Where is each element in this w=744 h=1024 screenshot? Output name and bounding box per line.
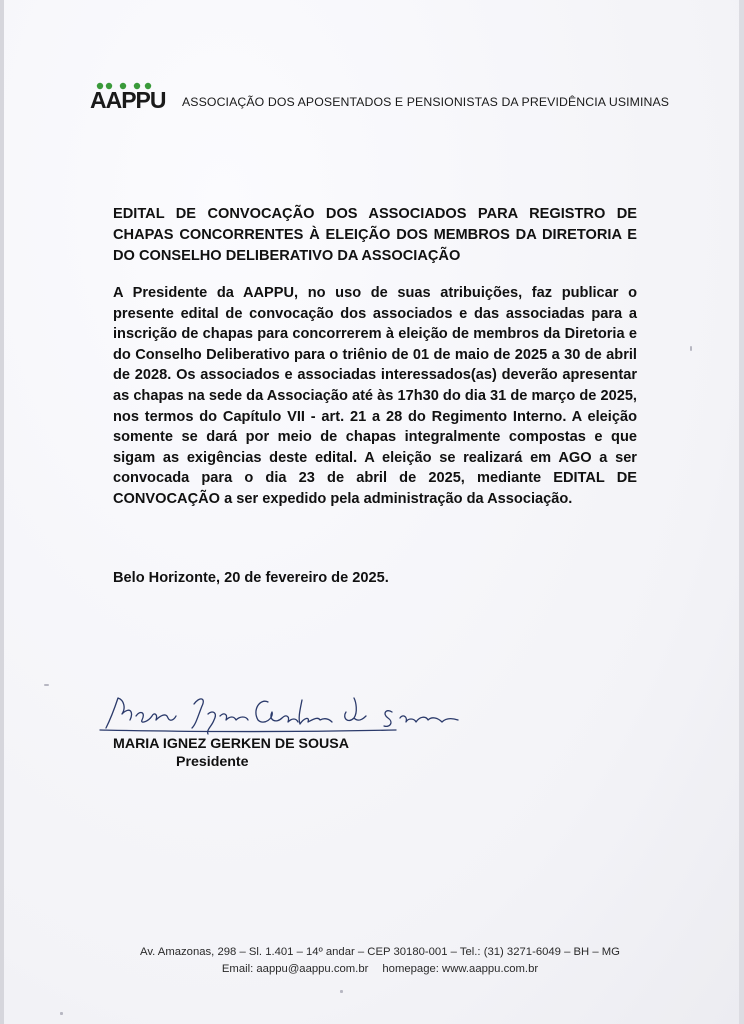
letterhead (90, 78, 690, 112)
signatory-name: MARIA IGNEZ GERKEN DE SOUSA (113, 736, 349, 752)
aappu-logo (90, 82, 172, 112)
edital-body: A Presidente da AAPPU, no uso de suas atribuições, faz publicar o presente edital de convocação dos associados e das associadas para a inscrição de chapas para concorrerem à eleição de membros da Diretoria e do Conselho Deliberativo para o triênio de 01 de maio de 2025 a 30 de abril de 2028. Os associados e associadas interessados(as) deverão apresentar as chapas na sede da Associação até às 17h30 do dia 31 de março de 2025, nos termos do Capítulo VII - art. 21 a 28 do Regimento Interno. A eleição somente se dará por meio de chapas integralmente compostas e que sigam as exigências deste edital. A eleição se realizará em AGO a ser convocada para o dia 23 de abril de 2025, mediante EDITAL DE CONVOCAÇÃO a ser expedido pela administração da Associação. (113, 285, 637, 507)
scan-speck (340, 990, 343, 993)
footer-contact (80, 961, 680, 978)
handwritten-signature (96, 690, 476, 740)
scan-speck (690, 346, 692, 351)
logo-wordmark: AAPPU (90, 87, 166, 113)
scan-speck (44, 684, 49, 686)
signatory-role: Presidente (176, 754, 249, 770)
date-line: Belo Horizonte, 20 de fevereiro de 2025. (113, 570, 389, 586)
footer-homepage: homepage: www.aappu.com.br (382, 963, 539, 975)
scan-speck (60, 1012, 63, 1015)
document-title: EDITAL DE CONVOCAÇÃO DOS ASSOCIADOS PARA REGISTRO DE CHAPAS CONCORRENTES À ELEIÇÃO DOS MEMBROS DA DIRETORIA E DO CONSELHO DELIBERATIVO DA ASSOCIAÇÃO (113, 206, 637, 264)
footer-email: Email: aappu@aappu.com.br (221, 963, 369, 975)
scan-edge-right (739, 0, 744, 1024)
scan-edge-left (0, 0, 4, 1024)
footer (80, 944, 680, 978)
footer-address: Av. Amazonas, 298 – Sl. 1.401 – 14º andar – CEP 30180-001 – Tel.: (31) 3271-6049 – BH – MG (140, 946, 620, 958)
organization-name: ASSOCIAÇÃO DOS APOSENTADOS E PENSIONISTAS DA PREVIDÊNCIA USIMINAS (182, 95, 670, 109)
